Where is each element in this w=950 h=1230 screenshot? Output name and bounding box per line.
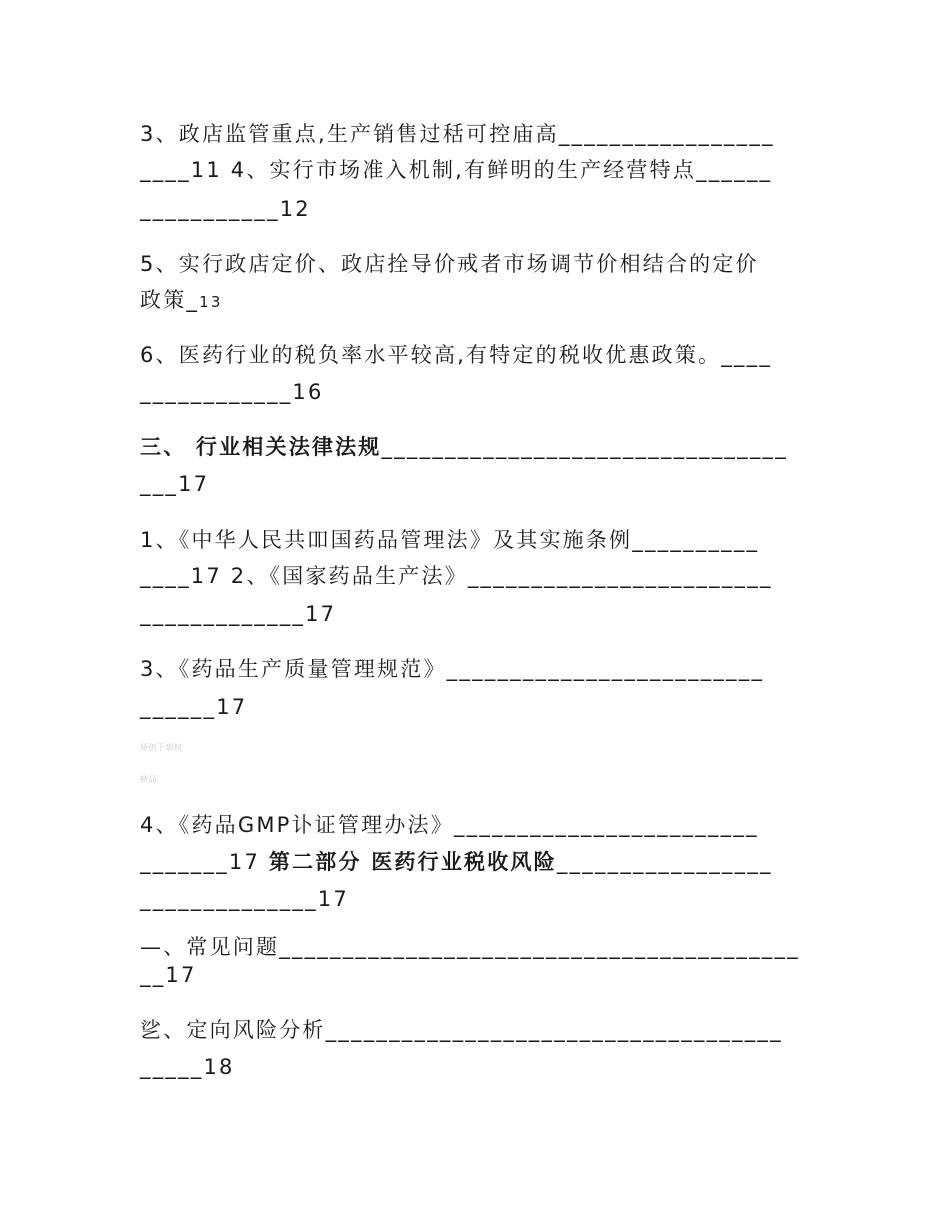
toc-line-2b-page: 13 [199,293,223,311]
toc-line-1a: 3、政店监管重点,生产销售过秳可控庙高_________________ [140,122,775,146]
toc-line-3b: ____________16 [140,380,324,404]
toc-line-2b [140,290,223,311]
section-heading-tax-risk: 第二部分 医药行业税收风险 [268,850,557,874]
section-heading-laws: 三、 行业相关法律法规 [140,435,382,459]
toc-line-9a: 乷、定向风险分析____________________________________ [140,1018,783,1042]
toc-line-7b-leader: _________________ [556,850,773,874]
toc-line-4a-leader: ________________________________ [381,435,788,459]
watermark-line-1: 原创下载权 [140,743,183,752]
toc-line-7b-start: _______17 [140,850,269,874]
toc-line-2a: 5、实行政店定价、政店拴导价戒者市场调节价相结合的定价 [140,252,759,276]
toc-line-5c: _____________17 [140,602,337,626]
toc-line-1c: ___________12 [140,197,311,221]
toc-line-8b: __17 [140,963,197,987]
toc-line-9b: _____18 [140,1055,235,1079]
toc-line-6a: 3、《药品生产质量管理规范》_________________________ [140,657,765,681]
watermark-line-2: 精品 [140,775,157,784]
toc-line-5b: ____17 2、《国家药品生产法》________________________ [140,564,773,588]
toc-line-3a: 6、医药行业的税负率水平较高,有特定的税收优惠政策。____ [140,343,773,367]
toc-line-6b: ______17 [140,695,248,719]
toc-line-2b-text: 政策_ [140,288,200,312]
toc-line-7c: ______________17 [140,887,349,911]
toc-line-7a: 4、《药品GMP讣证管理办法》________________________ [140,813,759,837]
toc-line-7b [140,852,773,873]
toc-line-8a: —、常见问题_________________________________________ [140,935,800,959]
toc-line-4b: ___17 [140,472,210,496]
toc-line-5a: 1、《中华人民共吅国药品管理法》及其实施条例__________ [140,528,760,552]
toc-line-4a [140,437,788,458]
toc-line-1b: ____11 4、实行市场准入机制,有鲜明的生产经营特点______ [140,158,773,182]
